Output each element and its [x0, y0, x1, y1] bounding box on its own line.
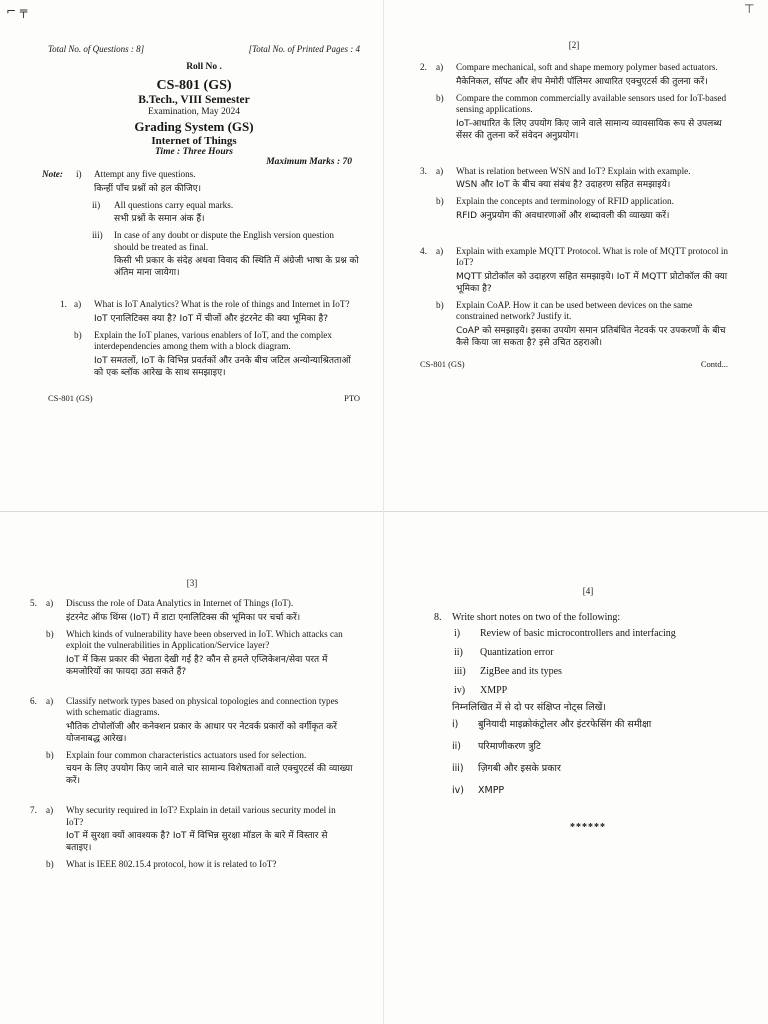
- question-8: 8. Write short notes on two of the following: i) Review of basic microcontrollers and interfacing ii) Quantization error iii) ZigBee and its types iv) XMPP निम्नलिखित में से दो पर संक्षिप्त नोट्स लिखें। i) बुनियादी माइक्रोकंट्रोलर और इंटरफेसिंग की समीक्षा ii) परिमाणीकरण त्रुटि iii) ज़िगबी और इसके प्रकार iv) XMPP: [434, 612, 742, 802]
- exam-time: Time : Three Hours: [154, 147, 234, 157]
- question-1: 1. a) What is IoT Analytics? What is the role of things and Internet in IoT? IoT एनालिटिक्स क्या है? IoT में चीजों और इंटरनेट की क्या भूमिका है? b) Explain the IoT planes, various enablers of IoT, and the complex interdependencies among them with a block diagram. IoT समतलों, IoT के विभिन्न प्रवर्तकों और उनके बीच जटिल अन्योन्याश्रितताओं को एक ब्लॉक आरेख के साथ समझाइए।: [60, 299, 360, 379]
- note-label: Note:: [42, 169, 63, 179]
- question-8-hi: निम्नलिखित में से दो पर संक्षिप्त नोट्स लिखें।: [452, 701, 607, 713]
- question-8-en: Write short notes on two of the following:: [452, 612, 621, 623]
- page-1-footer: CS-801 (GS) PTO: [48, 392, 360, 403]
- notes-block: [42, 169, 360, 279]
- page-1-header: [48, 44, 360, 54]
- note-item: ii) All questions carry equal marks. सभी प्रश्नों के समान अंक हैं।: [92, 199, 234, 224]
- question-3: 3. a) What is relation between WSN and IoT? Explain with example. WSN और IoT के बीच क्या संबंध है? उदाहरण सहित समझाइये। b) Explain the concepts and terminology of RFID application. RFID अनुप्रयोग की अवधारणाओं और शब्दावली की व्याख्या करें।: [420, 165, 691, 221]
- note-item: iii) In case of any doubt or dispute the English version question should be treated as final. किसी भी प्रकार के संदेह अथवा विवाद की स्थिति में अंग्रेजी भाषा के प्रश्न को अंतिम माना जायेगा।: [92, 230, 359, 278]
- list-item: iv) XMPP: [452, 784, 505, 796]
- question-5: 5. a) Discuss the role of Data Analytics in Internet of Things (IoT). इंटरनेट ऑफ थिंग्स (IoT) में डाटा एनालिटिक्स की भूमिका पर चर्चा करें। b) Which kinds of vulnerability have been observed in IoT. Which attacks can exploit the vulnerabilities in Application/Service layer? IoT में किस प्रकार की भेद्यता देखी गई है? कौन से हमले एप्लिकेशन/सेवा परत में कमजोरियों का फायदा उठा सकते हैं?: [30, 598, 343, 677]
- subject: Internet of Things: [151, 135, 237, 147]
- page-4: [384, 512, 768, 1024]
- semester: B.Tech., VIII Semester: [138, 94, 250, 106]
- max-marks: Maximum Marks : 70: [266, 157, 352, 167]
- list-item: iii) ज़िगबी और इसके प्रकार: [452, 762, 561, 774]
- short-notes-list-hi: [452, 714, 742, 802]
- question-7: 7. a) Why security required in IoT? Explain in detail various security model in IoT? IoT में सुरक्षा क्यों आवश्यक है? IoT में विभिन्न सुरक्षा मॉडल के बारे में विस्तार से बताइए। b) What is IEEE 802.15.4 protocol, how it is related to IoT?: [30, 805, 336, 869]
- question-4: 4. a) Explain with example MQTT Protocol. What is role of MQTT protocol in IoT? MQTT प्रोटोकॉल को उदाहरण सहित समझाइये। IoT में MQTT प्रोटोकॉल की क्या भूमिका है? b) Explain CoAP. How it can be used between devices on the same constrained network? Justify it. CoAP को समझाइये। इसका उपयोग समान प्रतिबंधित नेटवर्क पर उपकरणों के बीच कैसे किया जा सकता है? इसे उचित ठहराओ।: [420, 245, 729, 348]
- note-item: i) Attempt any five questions. किन्हीं पाँच प्रश्नों को हल कीजिए।: [76, 169, 202, 194]
- list-item: iv) XMPP: [454, 684, 508, 696]
- page-2: [384, 0, 768, 512]
- question-1a-hi: IoT एनालिटिक्स क्या है? IoT में चीजों और इंटरनेट की क्या भूमिका है?: [94, 313, 329, 324]
- question-1b-en: Explain the IoT planes, various enablers of IoT, and the complex interdependencies among them with a block diagram.: [94, 329, 332, 351]
- corner-mark-top-right: ⊤: [744, 2, 755, 16]
- list-item: ii) परिमाणीकरण त्रुटि: [452, 740, 541, 752]
- page-3: [0, 512, 384, 1024]
- page-2-footer: CS-801 (GS) Contd...: [420, 358, 728, 369]
- grading-system: Grading System (GS): [134, 119, 254, 134]
- exam-session: Examination, May 2024: [147, 107, 241, 117]
- roll-no: Roll No .: [186, 62, 222, 72]
- page-4-number: [4]: [582, 586, 594, 596]
- list-item: i) Review of basic microcontrollers and interfacing: [454, 627, 676, 639]
- question-6: 6. a) Classify network types based on physical topologies and connection types with schematic diagrams. भौतिक टोपोलॉजी और कनेक्शन प्रकार के आधार पर नेटवर्क प्रकारों को वर्गीकृत करें योजनाबद्ध आरेख। b) Explain four common characteristics actuators used for selection. चयन के लिए उपयोग किए जाने वाले चार सामान्य विशेषताओं वाले एक्चुएटर्स की व्याख्या करें।: [30, 695, 353, 786]
- question-1b-hi: IoT समतलों, IoT के विभिन्न प्रवर्तकों और उनके बीच जटिल अन्योन्याश्रितताओं को एक ब्लॉक आरेख के साथ समझाइए।: [94, 355, 351, 378]
- list-item: ii) Quantization error: [454, 646, 554, 658]
- page-2-number: [2]: [568, 40, 580, 50]
- question-2: 2. a) Compare mechanical, soft and shape memory polymer based actuators. मैकेनिकल, सॉफ्ट और शेप मेमोरी पॉलिमर आधारित एक्चुएटर्स की तुलना करें। b) Compare the common commercially available sensors used for IoT-based sensing applications. IoT-आधारित के लिए उपयोग किए जाने वाले सामान्य व्यावसायिक रूप से उपलब्ध सेंसर की तुलना करें संवेदन अनुप्रयोग।: [420, 62, 727, 141]
- short-notes-list-en: [454, 624, 742, 700]
- page-3-number: [3]: [186, 578, 198, 588]
- paper-title-block: [48, 78, 360, 157]
- list-item: iii) ZigBee and its types: [454, 665, 562, 677]
- total-pages: [Total No. of Printed Pages : 4: [248, 44, 360, 54]
- end-of-paper-mark: ******: [570, 821, 606, 833]
- question-1a-en: What is IoT Analytics? What is the role of things and Internet in IoT?: [94, 299, 350, 309]
- corner-mark-top-left: ⌐ ╤: [6, 4, 28, 18]
- page-1: [0, 0, 384, 512]
- paper-code: CS-801 (GS): [156, 78, 232, 93]
- list-item: i) बुनियादी माइक्रोकंट्रोलर और इंटरफेसिंग की समीक्षा: [452, 718, 652, 730]
- total-questions: Total No. of Questions : 8]: [48, 44, 145, 54]
